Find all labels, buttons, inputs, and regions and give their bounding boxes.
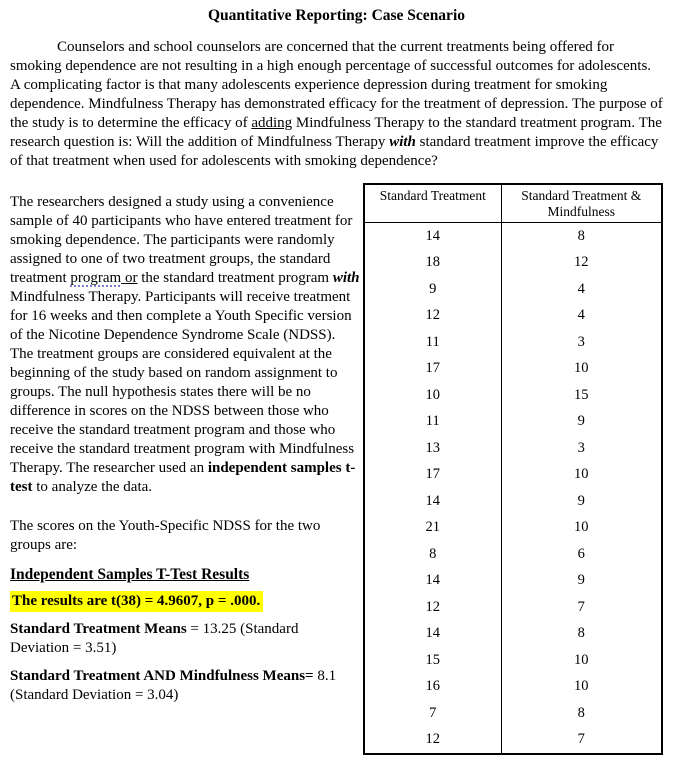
table-row (364, 541, 662, 568)
intro-paragraph (10, 38, 663, 171)
score-cell: 10 (574, 651, 589, 668)
score-cell: 9 (577, 572, 585, 589)
score-cell: 14 (364, 223, 501, 250)
col-header-standard-treatment-mindfulness: Standard Treatment & Mindfulness (501, 184, 662, 223)
score-cell: 11 (364, 409, 501, 436)
score-cell: 4 (577, 307, 585, 324)
score-cell: 7 (577, 731, 585, 748)
header-row (364, 184, 662, 223)
table-row (364, 515, 662, 542)
mindfulness-means-value: 8.1 (Standard Deviation = 3.04) (10, 668, 337, 703)
score-cell: 3 (577, 439, 585, 456)
study-text-3: Mindfulness Therapy. Participants will receive treatment for 16 weeks and then complete a Youth Specific version of the Nicotine Dependence Syndrome Scale (NDSS). The treatment groups are considered equivalent at the beginning of the study based on random assignment to groups. The null hypothesis states there will be no difference in scores on the NDSS between those who receive the standard treatment program and those who receive the standard treatment program with Mindfulness Therapy. The researcher used an (10, 289, 355, 476)
emphasis-word-with: with (389, 134, 416, 150)
table-row (364, 303, 662, 330)
score-cell: 7 (364, 700, 501, 727)
score-cell: 6 (577, 545, 585, 562)
bold-ttest-phrase: independent samples t-test (10, 460, 356, 495)
score-cell: 8 (577, 227, 585, 244)
score-cell: 17 (364, 356, 501, 383)
score-cell: 9 (364, 276, 501, 303)
scores-intro-paragraph: The scores on the Youth-Specific NDSS for the two groups are: (10, 518, 321, 553)
highlighted-result-text: The results are t(38) = 4.9607, p = .000. (10, 591, 263, 612)
intro-text-3: standard treatment improve the efficacy of that treatment when used for adolescents with smoking dependence? (10, 134, 659, 169)
standard-treatment-means-line (10, 620, 360, 658)
two-column-section (10, 183, 663, 755)
score-cell: 10 (364, 382, 501, 409)
emphasis-word-with-2: with (332, 270, 360, 286)
score-cell: 10 (574, 360, 589, 377)
score-cell: 15 (364, 647, 501, 674)
table-row (364, 276, 662, 303)
underlined-word-program: program (70, 270, 122, 286)
table-row (364, 674, 662, 701)
score-cell: 9 (577, 492, 585, 509)
standard-means-label: Standard Treatment Means (10, 621, 187, 637)
score-cell: 18 (364, 250, 501, 277)
table-row (364, 727, 662, 755)
table-row (364, 356, 662, 383)
scores-table-body (364, 223, 662, 755)
score-cell: 14 (364, 568, 501, 595)
intro-text-1: Counselors and school counselors are concerned that the current treatments being offered for smoking dependence are not resulting in a high enough percentage of successful outcomes for adolescents. A complicating factor is that many adolescents experience depression during treatment for smoking dependence. Mindfulness Therapy has demonstrated efficacy for the treatment of depression. The purpose of the study is to determine the efficacy of (10, 39, 663, 131)
highlighted-result-line (10, 592, 360, 611)
score-cell: 10 (574, 678, 589, 695)
study-text-1: The researchers designed a study using a convenience sample of 40 participants who have entered treatment for smoking dependence. The participants were randomly assigned to one of two treatment groups, the standard treatment (10, 194, 353, 286)
study-text-2: the standard treatment program (137, 270, 333, 286)
mindfulness-means-label: Standard Treatment AND Mindfulness Means= (10, 668, 314, 684)
study-description-paragraph (10, 193, 360, 497)
table-row (364, 568, 662, 595)
intro-text-2: Mindfulness Therapy to the standard treatment program. The research question is: Will the addition of Mindfulness Therapy (10, 115, 662, 150)
score-cell: 11 (364, 329, 501, 356)
table-row (364, 382, 662, 409)
score-cell: 14 (364, 621, 501, 648)
left-text-column (10, 183, 360, 705)
table-row (364, 462, 662, 489)
table-row (364, 329, 662, 356)
score-cell: 15 (574, 386, 589, 403)
study-text-4: to analyze the data. (32, 479, 153, 495)
table-row (364, 621, 662, 648)
underlined-word-adding: adding (251, 115, 293, 131)
underlined-word-or: or (121, 270, 138, 286)
table-row (364, 488, 662, 515)
score-cell: 8 (577, 704, 585, 721)
score-cell: 21 (364, 515, 501, 542)
score-cell: 10 (574, 466, 589, 483)
score-cell: 12 (364, 303, 501, 330)
scores-table (363, 183, 663, 755)
score-cell: 12 (574, 254, 589, 271)
table-row (364, 435, 662, 462)
score-cell: 13 (364, 435, 501, 462)
scores-table-container (363, 183, 663, 755)
table-row (364, 647, 662, 674)
score-cell: 7 (577, 598, 585, 615)
table-row (364, 250, 662, 277)
score-cell: 8 (364, 541, 501, 568)
table-row (364, 700, 662, 727)
table-row (364, 594, 662, 621)
score-cell: 8 (577, 625, 585, 642)
score-cell: 16 (364, 674, 501, 701)
standard-means-value: = 13.25 (Standard Deviation = 3.51) (10, 621, 299, 656)
score-cell: 12 (364, 594, 501, 621)
score-cell: 9 (577, 413, 585, 430)
table-row (364, 223, 662, 250)
results-heading-text: Independent Samples T-Test Results (10, 566, 250, 583)
scores-table-header (364, 184, 662, 223)
mindfulness-means-line (10, 667, 360, 705)
score-cell: 3 (577, 333, 585, 350)
table-row (364, 409, 662, 436)
score-cell: 10 (574, 519, 589, 536)
score-cell: 12 (364, 727, 501, 755)
col-header-standard-treatment: Standard Treatment (364, 184, 501, 223)
score-cell: 17 (364, 462, 501, 489)
score-cell: 4 (577, 280, 585, 297)
page-title: Quantitative Reporting: Case Scenario (207, 7, 465, 24)
results-heading (10, 565, 360, 584)
score-cell: 14 (364, 488, 501, 515)
